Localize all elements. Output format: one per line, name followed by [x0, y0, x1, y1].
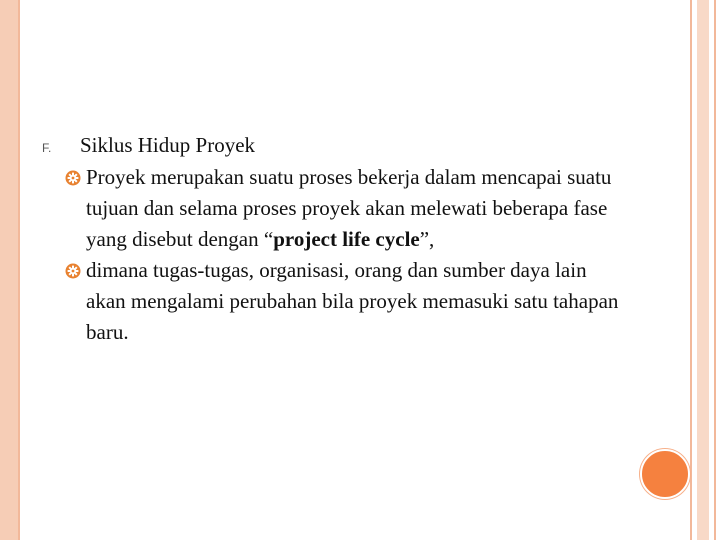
right-frame-band	[697, 0, 709, 540]
gear-bullet-icon	[65, 170, 81, 186]
section-heading	[42, 128, 642, 162]
right-frame-line	[690, 0, 692, 540]
bullet-item	[42, 255, 631, 348]
left-frame-band	[0, 0, 18, 540]
gear-bullet-icon	[65, 263, 81, 279]
bullet-item	[42, 162, 631, 255]
section-title: Siklus Hidup Proyek	[80, 133, 256, 157]
bullet-text: dimana tugas-tugas, organisasi, orang dan sumber daya lain akan mengalami perubahan bila proyek memasuki satu tahapan baru.	[86, 258, 619, 344]
bullet-text-before: Proyek merupakan suatu proses bekerja dalam mencapai suatu tujuan dan selama proses proyek akan melewati beberapa fase yang disebut dengan “	[86, 165, 612, 251]
slide-content	[42, 128, 642, 348]
bullet-text-bold: project life cycle	[273, 227, 420, 251]
decorative-orange-circle	[640, 449, 690, 499]
right-frame-outer-line	[714, 0, 716, 540]
section-enumeration: F.	[42, 141, 52, 155]
bullet-text-after: ”,	[419, 227, 435, 251]
